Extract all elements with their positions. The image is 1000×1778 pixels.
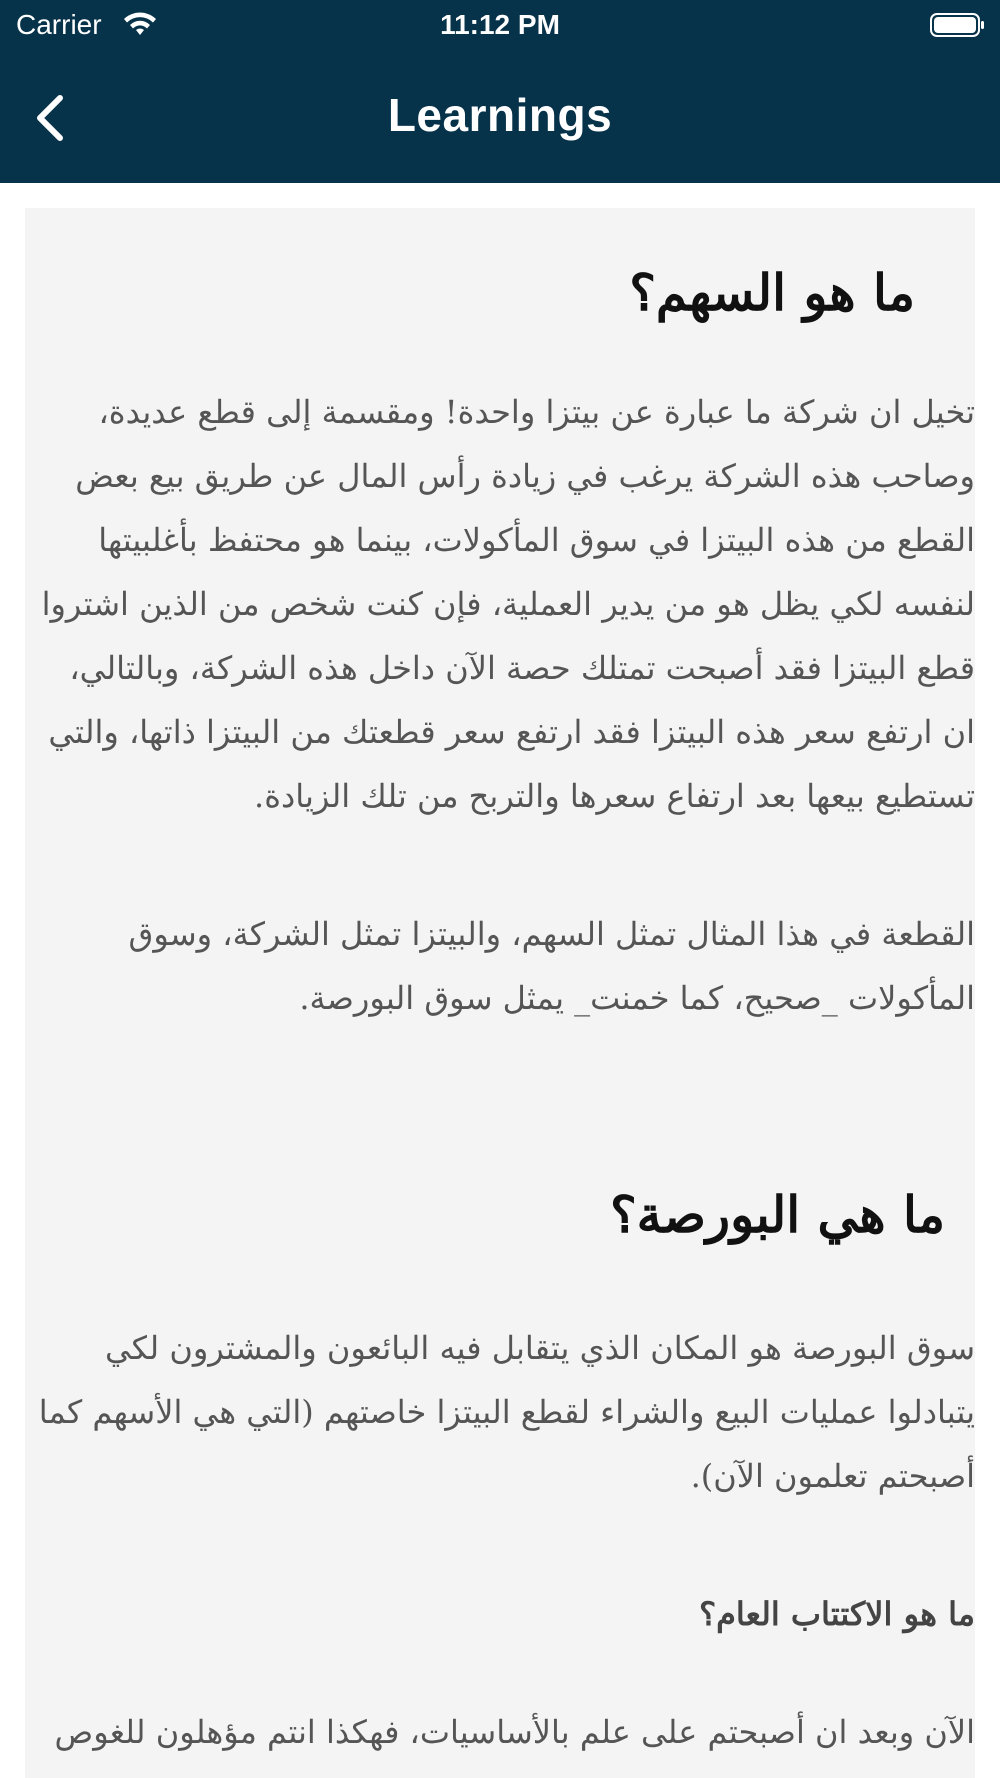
article-content: [25, 208, 975, 1778]
status-bar: [0, 0, 1000, 50]
navigation-bar: [0, 50, 1000, 183]
paragraph-exchange-explanation: سوق البورصة هو المكان الذي يتقابل فيه البائعون والمشترون لكي يتبادلوا عمليات البيع والشراء لقطع البيتزا خاصتهم (التي هي الأسهم كما أصبحتم تعلمون الآن).: [38, 1329, 975, 1495]
battery-icon: [930, 12, 986, 38]
paragraph-stock-explanation: تخيل ان شركة ما عبارة عن بيتزا واحدة! ومقسمة إلى قطع عديدة، وصاحب هذه الشركة يرغب في زيادة رأس المال عن طريق بيع بعض القطع من هذه البيتزا في سوق المأكولات، بينما هو محتفظ بأغلبيتها لنفسه لكي يظل هو من يدير العملية، فإن كنت شخص من الذين اشتروا قطع البيتزا فقد أصبحت تمتلك حصة الآن داخل هذه الشركة، وبالتالي، ان ارتفع سعر هذه البيتزا فقد ارتفع سعر قطعتك من البيتزا ذاتها، والتي تستطيع بيعها بعد ارتفاع سعرها والتربح من تلك الزيادة.: [41, 393, 975, 815]
status-time: 11:12 PM: [440, 9, 560, 40]
paragraph-stock-example: القطعة في هذا المثال تمثل السهم، والبيتزا تمثل الشركة، وسوق المأكولات _صحيح، كما خمنت_ يمثل سوق البورصة.: [128, 915, 975, 1017]
subheading-ipo: ما هو الاكتتاب العام؟: [699, 1595, 975, 1633]
section-heading-exchange: ما هي البورصة؟: [610, 1185, 945, 1244]
page-title: Learnings: [387, 89, 613, 141]
carrier-label: Carrier: [16, 9, 102, 40]
paragraph-ipo: الآن وبعد ان أصبحتم على علم بالأساسيات، فهكذا انتم مؤهلون للغوص: [54, 1713, 975, 1751]
section-heading-stock: ما هو السهم؟: [629, 263, 915, 322]
